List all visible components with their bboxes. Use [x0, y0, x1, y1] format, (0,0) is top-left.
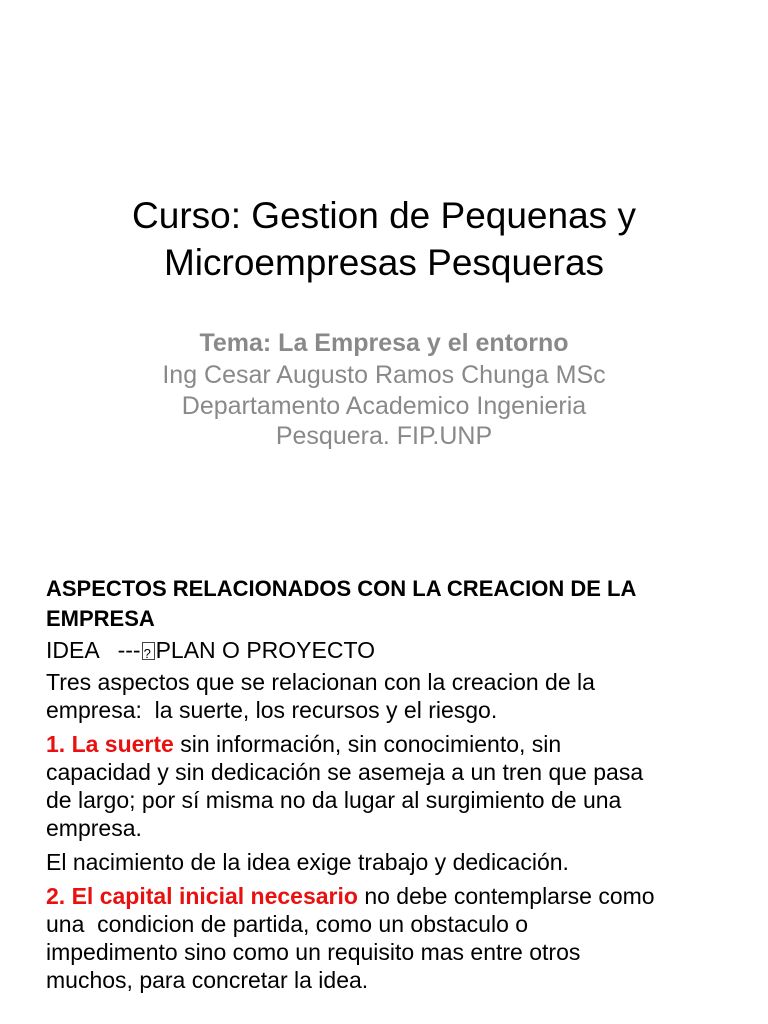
- idea-birth-line: El nacimiento de la idea exige trabajo y dedicación.: [46, 849, 569, 875]
- item-2-line-3: impedimento sino como un requisito mas entre otros: [46, 939, 581, 965]
- idea-prefix: IDEA ---: [46, 637, 141, 663]
- idea-suffix: PLAN O PROYECTO: [155, 637, 375, 663]
- title-line-2: Microempresas Pesqueras: [163, 242, 605, 283]
- item-2-line-2: una condicion de partida, como un obstaculo o: [46, 911, 529, 937]
- topic-line: Tema: La Empresa y el entorno: [199, 329, 569, 357]
- item-2-paragraph: [46, 882, 756, 994]
- department-line-2: Pesquera. FIP.UNP: [275, 422, 493, 450]
- section-heading: [46, 574, 756, 634]
- item-1-line-1: [46, 730, 756, 758]
- item-2-label: 2. El capital inicial necesario: [46, 883, 358, 909]
- item-1-label: 1. La suerte: [46, 731, 174, 757]
- idea-line: [46, 636, 756, 664]
- heading-line-2: EMPRESA: [46, 606, 155, 631]
- aspects-paragraph: [46, 668, 756, 724]
- item-2-line-4: muchos, para concretar la idea.: [46, 967, 369, 993]
- slide-subtitle: [30, 327, 738, 451]
- content-slide: [46, 574, 756, 1024]
- aspects-line-2: empresa: la suerte, los recursos y el riesgo.: [46, 697, 498, 723]
- title-line-1: Curso: Gestion de Pequenas y: [132, 195, 636, 236]
- item-1-line-3: de largo; por sí misma no da lugar al surgimiento de una: [46, 787, 622, 813]
- item-1-paragraph: [46, 730, 756, 842]
- item-2-text-1: no debe contemplarse como: [357, 883, 655, 909]
- item-2-line-1: [46, 882, 756, 910]
- heading-line-1: ASPECTOS RELACIONADOS CON LA CREACION DE LA: [46, 576, 637, 601]
- department-line-1: Departamento Academico Ingenieria: [181, 392, 587, 420]
- slide-title: [20, 192, 748, 286]
- box-arrow-icon: [142, 642, 155, 660]
- item-1-line-2: capacidad y sin dedicación se asemeja a un tren que pasa: [46, 759, 644, 785]
- item-1-line-4: empresa.: [46, 815, 142, 841]
- author-line: Ing Cesar Augusto Ramos Chunga MSc: [162, 361, 606, 389]
- item-1-text-1: sin información, sin conocimiento, sin: [173, 731, 562, 757]
- aspects-line-1: Tres aspectos que se relacionan con la creacion de la: [46, 669, 595, 695]
